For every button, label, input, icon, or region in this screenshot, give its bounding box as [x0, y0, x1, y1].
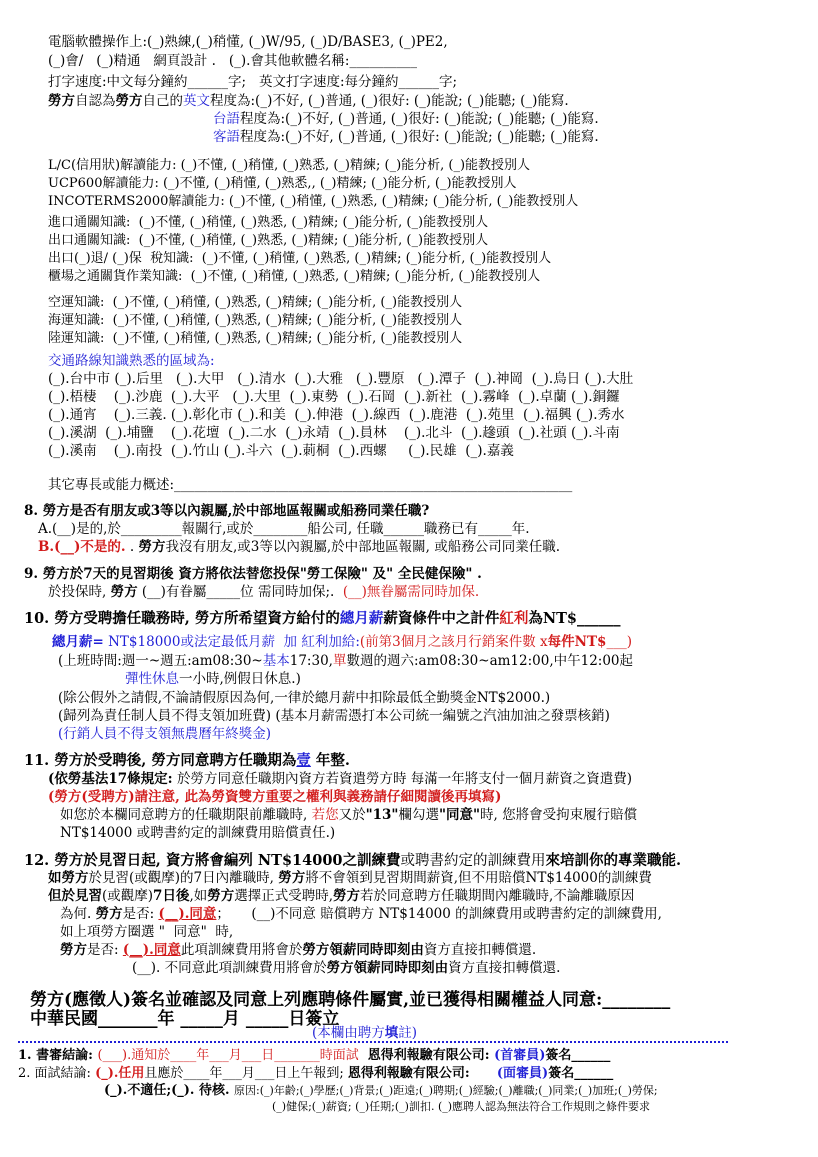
- party-label: 勞方: [110, 584, 138, 600]
- text: 程度為:(_)不好, (_)普通, (_)很好: (_)能說; (_)能聽; (_)能寫.: [210, 93, 569, 109]
- q9-insurance-line: [48, 584, 479, 601]
- text: ,如: [189, 888, 208, 904]
- text: ___): [606, 634, 632, 650]
- text: 2. 面試結論:: [18, 1066, 96, 1081]
- text: 11. 勞方於受聘後, 勞方同意聘方任職期為: [24, 752, 297, 769]
- text: 自認為: [75, 93, 116, 109]
- computer-skills-line2: (_)會/ (_)精通 網頁設計 . (_).會其他軟體名稱:__________: [48, 53, 417, 69]
- text: 勞方領薪同時即刻由: [326, 960, 449, 976]
- interviewer-label: (面審員): [469, 1066, 549, 1081]
- text: 但於見習: [48, 888, 102, 904]
- regions-row: (_).台中市 (_).后里 (_).大甲 (_).清水 (_).大雅 (_).豐原 (_).潭子 (_).神岡 (_).烏日 (_).大肚: [48, 371, 634, 387]
- text: 資方直接扣轉償還.: [448, 960, 561, 976]
- text: (__). 不同意此項訓練費用將會於: [132, 960, 327, 976]
- q9-no-dependents: (__)無眷屬需同時加保.: [342, 584, 480, 600]
- text: 時, 您將會受拘束履行賠償: [480, 807, 638, 823]
- q10-hours-line1: [58, 653, 633, 670]
- q12-line6: [132, 960, 560, 977]
- q12-line3: [60, 906, 662, 923]
- taiwanese-level-line: [213, 111, 599, 128]
- text: (上班時間:週一~週五:am08:30~: [58, 653, 263, 669]
- text: 或聘書約定的訓練費用: [400, 853, 546, 869]
- first-reviewer-label: (首審員): [494, 1048, 546, 1063]
- refund-knowledge-line: 出口(_)退/ (_)保 稅知識: (_)不懂, (_)稍懂, (_)熟悉, (_)精練; (_)能分析, (_)能教授別人: [48, 251, 552, 266]
- text: (依勞基法17條規定:: [48, 771, 173, 787]
- signature-date-line: 中華民國_______年 _____月 _____日簽立: [30, 1009, 340, 1029]
- text: 將不會領到見習期間薪資,但不用賠償NT$14000的訓練費: [305, 870, 652, 886]
- text: 於見習(或觀摩)的7日內離職時,: [88, 870, 279, 886]
- hire-option: (_).任用: [95, 1066, 145, 1081]
- text: 若於同意聘方任職期間內離職時,不論離職原因: [360, 888, 635, 904]
- salary-formula-label: 總月薪=: [52, 634, 104, 650]
- text: 且應於____年___月___日上午報到;: [144, 1066, 348, 1081]
- text: 我沒有朋友,或3等以內親屬,於中部地區報關, 或船務公司同業任職.: [165, 539, 561, 555]
- term-years: 壹: [296, 752, 311, 769]
- language-hakka: 客語: [213, 129, 240, 145]
- text: 簽名______: [548, 1066, 614, 1081]
- text: 數週的週六:am08:30~am12:00,中午12:00起: [346, 653, 634, 669]
- lc-ability-line: L/C(信用狀)解讀能力: (_)不懂, (_)稍懂, (_)熟悉, (_)精練; (_)能分析, (_)能教授別人: [48, 158, 531, 173]
- text: 註): [398, 1025, 418, 1041]
- q10-title: [24, 610, 621, 627]
- text: ； (__)不同意 賠償聘方 NT$14000 的訓練費用或聘書約定的訓練費用,: [216, 906, 662, 922]
- text: 填: [384, 1025, 399, 1041]
- text: 勞方: [95, 906, 123, 922]
- text: 選擇正式受聘時,: [234, 888, 334, 904]
- text: 於勞方同意任職期內資方若資遣勞方時 每滿一年將支付一個月薪資之資遣費): [172, 771, 633, 787]
- text: 此項訓練費用將會於: [180, 942, 303, 958]
- text: (前第3個月之該月行銷案件數 x: [359, 634, 548, 650]
- party-label: 勞方: [115, 93, 143, 109]
- text: 恩得利報驗有限公司:: [347, 1066, 470, 1081]
- q12-line5: [60, 942, 536, 959]
- flexible-rest-label: 彈性休息: [125, 671, 179, 687]
- party-label: 勞方: [48, 93, 75, 109]
- text: 12. 勞方於見習日起, 資方將會編列 NT$14000之訓練費: [24, 852, 401, 869]
- regions-row: (_).通宵 (_).三義. (_).彰化市 (_).和美 (_).伸港 (_).線西 (_).鹿港 (_).苑里 (_).福興 (_).秀水: [48, 407, 625, 423]
- q11-amount-line: NT$14000 或聘書約定的訓練費用賠償責任.): [60, 825, 336, 841]
- reject-reason-line: [104, 1082, 658, 1099]
- computer-skills-line1: 電腦軟體操作上:(_)熟練,(_)稍懂, (_)W/95, (_)D/BASE3, (_)PE2,: [48, 34, 448, 50]
- text: 若您: [311, 807, 339, 823]
- text: 勞方: [278, 870, 306, 886]
- q11-title: [24, 752, 350, 769]
- export-knowledge-line: 出口通關知識: (_)不懂, (_)稍懂, (_)熟悉, (_)精練; (_)能分析, (_)能教授別人: [48, 233, 489, 248]
- text: 為NT$______: [528, 610, 621, 627]
- text: 欄勾選: [398, 807, 439, 823]
- text: 為何.: [60, 906, 96, 922]
- party-label: 勞方: [138, 539, 166, 555]
- text: 勞方: [333, 888, 361, 904]
- total-salary-label: 總月薪: [339, 610, 384, 627]
- language-english: 英文: [183, 93, 210, 109]
- hakka-level-line: [213, 129, 599, 146]
- text: 薪資條件中之計件: [383, 610, 500, 627]
- text: 勞方: [207, 888, 235, 904]
- text: (本欄由聘方: [312, 1025, 385, 1041]
- text: 基本: [262, 653, 290, 669]
- q11-warning: (勞方(受聘方)請注意, 此為勞資雙方重要之權利與義務請仔細閱讀後再填寫): [48, 789, 502, 805]
- text: NT$18000或法定最低月薪 加 紅利加給:: [103, 634, 360, 650]
- incoterms-ability-line: INCOTERMS2000解讀能力: (_)不懂, (_)稍懂, (_)熟悉, (_)精練; (_)能分析, (_)能教授別人: [48, 194, 579, 209]
- q10-salary-formula: [52, 634, 632, 651]
- text: 簽名______: [545, 1048, 611, 1063]
- per-case-label: 每件NT$: [547, 634, 607, 650]
- q10-overtime-rule: (歸列為責任制人員不得支領加班費) (基本月薪需憑打本公司統一編號之汽油加油之發票核銷): [58, 708, 610, 724]
- sea-knowledge-line: 海運知識: (_)不懂, (_)稍懂, (_)熟悉, (_)精練; (_)能分析, (_)能教授別人: [48, 313, 463, 328]
- q12-line4: 如上項勞方圈選 " 同意" 時,: [60, 924, 234, 940]
- text: (___).通知於____年___月___日_______時面試: [97, 1048, 359, 1063]
- text: 資方直接扣轉償還.: [423, 942, 537, 958]
- q8-title: 8. 勞方是否有朋友或3等以內親屬,於中部地區報關或船務同業任職?: [24, 503, 430, 519]
- other-skills-line: 其它專長或能力概述:___________________________________________________________: [48, 477, 573, 493]
- q10-hours-line2: [125, 671, 301, 688]
- q8-option-b: [38, 539, 560, 556]
- text: "13": [365, 807, 399, 823]
- q11-compensation-line: [60, 807, 637, 824]
- text: 10. 勞方受聘擔任職務時, 勞方所希望資方給付的: [24, 610, 340, 627]
- dotted-divider: [18, 1041, 728, 1043]
- text: 如勞方: [48, 870, 89, 886]
- import-knowledge-line: 進口通關知識: (_)不懂, (_)稍懂, (_)熟悉, (_)精練; (_)能分析, (_)能教授別人: [48, 215, 489, 230]
- q8-option-b-label: B.(__)不是的.: [38, 539, 126, 555]
- text: 一小時,例假日休息.): [179, 671, 301, 687]
- text: 7日後: [153, 888, 190, 904]
- q8-option-a: A.(__)是的,於_________報關行,或於________船公司, 任職______職務已有_____年.: [38, 521, 530, 537]
- text: 於投保時,: [48, 584, 111, 600]
- document-review-line: [18, 1047, 610, 1064]
- text: 自己的: [142, 93, 183, 109]
- typing-speed-line: 打字速度:中文每分鐘約______字; 英文打字速度:每分鐘約______字;: [48, 74, 458, 90]
- ucp-ability-line: UCP600解讀能力: (_)不懂, (_)稍懂, (_)熟悉,, (_)精練; (_)能分析, (_)能教授別人: [48, 176, 517, 191]
- regions-row: (_).溪南 (_).南投 (_).竹山 (_).斗六 (_).莿桐 (_).西螺 (_).民雄 (_).嘉義: [48, 443, 514, 459]
- reject-reason-line2: (_)健保;(_)薪資; (_)任期;(_)訓扣. (_)應聘人認為無法符合工作規則之條件要求: [272, 1100, 651, 1113]
- text: 程度為:(_)不好, (_)普通, (_)很好: (_)能說; (_)能聽; (_)能寫.: [240, 111, 599, 127]
- text: 原因:(_)年齡;(_)學歷;(_)背景;(_)距遠;(_)聘期;(_)經驗;(_)離職;(_)同業;(_)加班;(_)勞保;: [234, 1084, 658, 1097]
- text: 恩得利報驗有限公司:: [358, 1048, 495, 1063]
- q12-agree-option: (__).同意: [158, 906, 217, 922]
- q10-bonus-rule: (行銷人員不得支領無農曆年終獎金): [58, 726, 272, 742]
- text: "同意": [438, 807, 481, 823]
- text: 是否:: [87, 942, 123, 958]
- english-level-line: [48, 93, 569, 110]
- text: 17:30,: [289, 653, 333, 669]
- text: 是否:: [122, 906, 159, 922]
- text: 1. 書審結論:: [18, 1048, 98, 1063]
- interview-result-line: [18, 1065, 613, 1082]
- counter-knowledge-line: 櫃場之通關貨作業知識: (_)不懂, (_)稍懂, (_)熟悉, (_)精練; (_)能分析, (_)能教授別人: [48, 269, 541, 284]
- text: .: [125, 539, 139, 555]
- regions-row: (_).梧棲 (_).沙鹿 (_).大平 (_).大里 (_).東勢 (_).石岡 (_).新社 (_).霧峰 (_).卓蘭 (_).銅鑼: [48, 389, 620, 405]
- text: (__)有眷屬_____位 需同時加保;.: [137, 584, 343, 600]
- q12-title: [24, 852, 681, 870]
- text: 年整.: [310, 752, 350, 769]
- text: 來培訓你的專業職能.: [545, 852, 682, 869]
- q12-line2: [48, 888, 634, 905]
- q12-line1: [48, 870, 652, 887]
- text: 又於: [338, 807, 366, 823]
- q10-leave-rule: (除公假外之請假,不論請假原因為何,一律於總月薪中扣除最低全勤獎金NT$2000.): [58, 690, 551, 706]
- text: 勞方: [60, 942, 87, 958]
- q9-title: 9. 勞方於7天的見習期後 資方將依法替您投保"勞工保險" 及" 全民健保險" .: [24, 566, 482, 582]
- language-taiwanese: 台語: [213, 111, 240, 127]
- text: (或觀摩): [102, 888, 154, 904]
- air-knowledge-line: 空運知識: (_)不懂, (_)稍懂, (_)熟悉, (_)精練; (_)能分析, (_)能教授別人: [48, 295, 463, 310]
- land-knowledge-line: 陸運知識: (_)不懂, (_)稍懂, (_)熟悉, (_)精練; (_)能分析, (_)能教授別人: [48, 331, 463, 346]
- bonus-label: 紅利: [499, 610, 529, 627]
- regions-row: (_).溪湖 (_).埔鹽 (_).花壇 (_).二水 (_)永靖 (_).員林 (_).北斗 (_).䟃頭 (_).社頭 (_).斗南: [48, 425, 620, 441]
- text: (_).不適任;(_). 待核.: [104, 1083, 235, 1098]
- q12-deduct-agree-option: (__).同意: [122, 942, 181, 958]
- text: 單: [332, 653, 347, 669]
- text: 如您於本欄同意聘方的任職期限前離職時,: [60, 807, 312, 823]
- applicant-signature-line: 勞方(應徵人)簽名並確認及同意上列應聘條件屬實,並已獲得相關權益人同意:________: [30, 990, 671, 1010]
- employer-note: [312, 1025, 417, 1042]
- text: 程度為:(_)不好, (_)普通, (_)很好: (_)能說; (_)能聽; (_)能寫.: [240, 129, 599, 145]
- regions-title: 交通路線知識熟悉的區域為:: [48, 353, 215, 369]
- text: 勞方領薪同時即刻由: [302, 942, 424, 958]
- q11-law-line: [48, 771, 632, 788]
